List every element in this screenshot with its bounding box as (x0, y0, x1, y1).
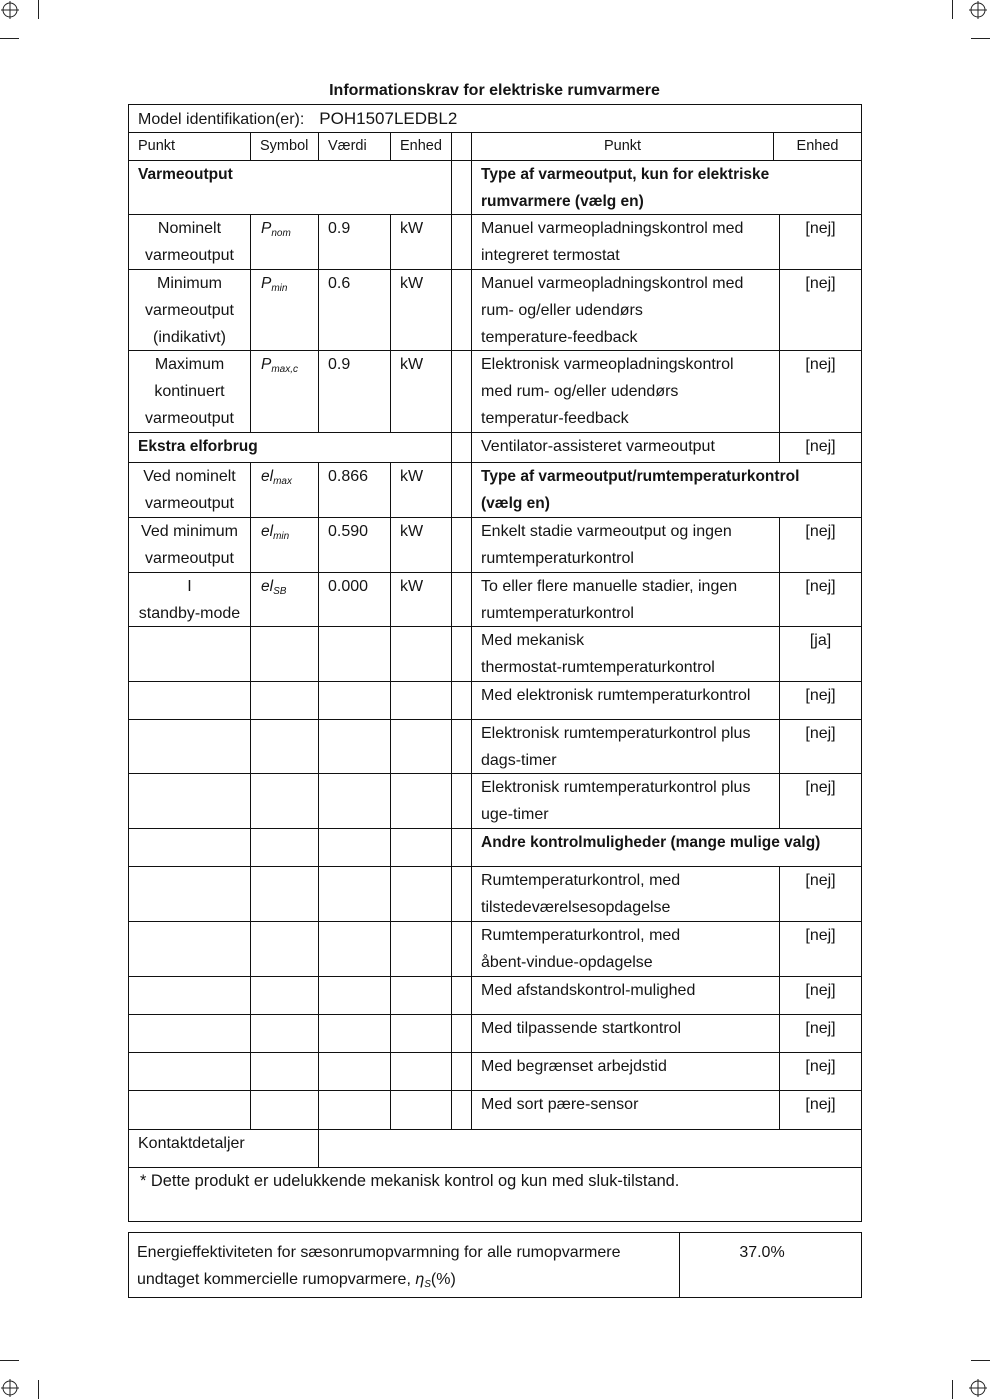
empty-cell (319, 774, 391, 829)
room-temp-option-label: Enkelt stadie varmeoutput og ingen rumtemperaturkontrol (472, 518, 780, 573)
crop-mark-bottom-left (0, 1361, 39, 1399)
room-temp-option-value: [nej] (780, 774, 862, 829)
divider-column-cell (452, 627, 472, 682)
empty-cell (319, 922, 391, 977)
divider-column-cell (452, 518, 472, 573)
empty-cell (129, 682, 251, 720)
section-heading-other-control: Andre kontrolmuligheder (mange mulige valg) (472, 829, 862, 867)
aux-consumption-item: I standby-mode (129, 573, 251, 627)
other-control-option-label: Med tilpassende startkontrol (472, 1015, 780, 1053)
symbol-base: P (261, 275, 272, 292)
other-control-option-value: [nej] (780, 977, 862, 1015)
symbol-subscript: min (273, 531, 290, 542)
divider-column-cell (452, 463, 472, 518)
aux-consumption-unit: kW (391, 463, 452, 518)
empty-cell (129, 867, 251, 922)
room-temp-option-value: [nej] (780, 573, 862, 627)
divider-column-cell (452, 133, 472, 161)
symbol-base: P (261, 356, 272, 373)
heat-output-value: 0.6 (319, 270, 391, 351)
heat-input-option-value: [nej] (780, 270, 862, 351)
empty-cell (391, 922, 452, 977)
aux-consumption-value: 0.590 (319, 518, 391, 573)
aux-consumption-item: Ved minimum varmeoutput (129, 518, 251, 573)
symbol-subscript: max (273, 476, 292, 487)
divider-column-cell (452, 573, 472, 627)
empty-cell (251, 829, 319, 867)
divider-column-cell (452, 1053, 472, 1091)
divider-column-cell (452, 682, 472, 720)
empty-cell (391, 867, 452, 922)
empty-cell (319, 977, 391, 1015)
room-temp-option-value: [ja] (780, 627, 862, 682)
other-control-option-value: [nej] (780, 867, 862, 922)
empty-cell (251, 1053, 319, 1091)
heat-output-unit: kW (391, 351, 452, 433)
heat-input-option-label: Elektronisk varmeopladningskontrol med rum- og/eller udendørs temperatur-feedback (472, 351, 780, 433)
empty-cell (251, 774, 319, 829)
seasonal-efficiency-value: 37.0% (739, 1244, 785, 1261)
aux-consumption-value: 0.000 (319, 573, 391, 627)
divider-column-cell (452, 215, 472, 270)
aux-consumption-unit: kW (391, 518, 452, 573)
heat-output-value: 0.9 (319, 351, 391, 433)
empty-cell (391, 627, 452, 682)
aux-consumption-symbol (251, 518, 319, 573)
empty-cell (391, 774, 452, 829)
symbol-base: el (261, 523, 274, 540)
crop-mark-bottom-right (953, 1361, 990, 1399)
divider-column-cell (452, 161, 472, 215)
heat-output-item: Minimum varmeoutput (indikativt) (129, 270, 251, 351)
empty-cell (129, 977, 251, 1015)
aux-consumption-item: Ved nominelt varmeoutput (129, 463, 251, 518)
model-identification-value: POH1507LEDBL2 (319, 109, 458, 128)
empty-cell (391, 977, 452, 1015)
room-temp-option-value: [nej] (780, 518, 862, 573)
heat-input-option-value: [nej] (780, 215, 862, 270)
empty-cell (129, 720, 251, 774)
symbol-base: el (261, 468, 274, 485)
model-identification-label: Model identifikation(er): (138, 111, 305, 128)
heat-output-symbol (251, 270, 319, 351)
aux-consumption-value: 0.866 (319, 463, 391, 518)
section-heading-heat-output: Varmeoutput (129, 161, 452, 215)
other-control-option-label: Rumtemperaturkontrol, med åbent-vindue-opdagelse (472, 922, 780, 977)
empty-cell (251, 720, 319, 774)
empty-cell (319, 1015, 391, 1053)
heat-output-unit: kW (391, 270, 452, 351)
empty-cell (251, 1015, 319, 1053)
empty-cell (391, 1053, 452, 1091)
eta-symbol: η (415, 1271, 425, 1288)
empty-cell (129, 1015, 251, 1053)
symbol-subscript: nom (271, 228, 291, 239)
other-control-option-value: [nej] (780, 1015, 862, 1053)
column-header-item: Punkt (129, 133, 251, 161)
divider-column-cell (452, 922, 472, 977)
heat-output-symbol (251, 351, 319, 433)
aux-consumption-unit: kW (391, 573, 452, 627)
heat-output-item: Maximum kontinuert varmeoutput (129, 351, 251, 433)
empty-cell (129, 1091, 251, 1130)
information-requirements-table (128, 104, 862, 1222)
empty-cell (129, 922, 251, 977)
aux-consumption-symbol (251, 573, 319, 627)
empty-cell (319, 867, 391, 922)
divider-column-cell (452, 720, 472, 774)
section-heading-aux-consumption: Ekstra elforbrug (129, 433, 452, 463)
empty-cell (391, 829, 452, 867)
heat-input-option-label: Manuel varmeopladningskontrol med rum- og/eller udendørs temperature-feedback (472, 270, 780, 351)
column-header-value: Værdi (319, 133, 391, 161)
contact-details-label: Kontaktdetaljer (129, 1130, 319, 1168)
empty-cell (129, 774, 251, 829)
other-control-option-label: Med afstandskontrol-mulighed (472, 977, 780, 1015)
room-temp-option-label: Elektronisk rumtemperaturkontrol plus uge-timer (472, 774, 780, 829)
empty-cell (319, 1091, 391, 1130)
empty-cell (319, 682, 391, 720)
crop-mark-top-right (953, 0, 990, 39)
product-note: * Dette produkt er udelukkende mekanisk kontrol og kun med sluk-tilstand. (129, 1168, 862, 1222)
room-temp-option-label: Elektronisk rumtemperaturkontrol plus dags-timer (472, 720, 780, 774)
heat-input-option-label: Ventilator-assisteret varmeoutput (472, 433, 780, 463)
symbol-base: P (261, 220, 272, 237)
other-control-option-label: Med sort pære-sensor (472, 1091, 780, 1130)
seasonal-efficiency-label (129, 1233, 680, 1297)
empty-cell (319, 829, 391, 867)
empty-cell (319, 1053, 391, 1091)
column-header-symbol: Symbol (251, 133, 319, 161)
empty-cell (251, 682, 319, 720)
heat-input-option-value: [nej] (780, 433, 862, 463)
crop-mark-top-left (0, 0, 39, 39)
room-temp-option-label: Med elektronisk rumtemperaturkontrol (472, 682, 780, 720)
seasonal-efficiency-text: Energieffektiviteten for sæsonrumopvarmning for alle rumopvarmere undtaget kommercielle rumopvarmere, (137, 1244, 621, 1288)
room-temp-option-label: To eller flere manuelle stadier, ingen rumtemperaturkontrol (472, 573, 780, 627)
divider-column-cell (452, 867, 472, 922)
symbol-subscript: max,c (271, 364, 299, 375)
empty-cell (391, 1015, 452, 1053)
empty-cell (251, 627, 319, 682)
empty-cell (129, 627, 251, 682)
divider-column-cell (452, 433, 472, 463)
heat-output-symbol (251, 215, 319, 270)
seasonal-efficiency-table (128, 1232, 862, 1298)
column-header-right-unit: Enhed (774, 133, 862, 161)
other-control-option-label: Rumtemperaturkontrol, med tilstedeværelsesopdagelse (472, 867, 780, 922)
empty-cell (129, 1053, 251, 1091)
divider-column-cell (452, 1015, 472, 1053)
empty-cell (319, 627, 391, 682)
model-identification-row (129, 105, 862, 133)
empty-cell (391, 1091, 452, 1130)
heat-output-item: Nominelt varmeoutput (129, 215, 251, 270)
heat-input-option-value: [nej] (780, 351, 862, 433)
divider-column-cell (452, 270, 472, 351)
column-header-unit: Enhed (391, 133, 452, 161)
other-control-option-value: [nej] (780, 1091, 862, 1130)
symbol-subscript: min (271, 283, 288, 294)
other-control-option-label: Med begrænset arbejdstid (472, 1053, 780, 1091)
heat-output-value: 0.9 (319, 215, 391, 270)
empty-cell (319, 720, 391, 774)
symbol-base: el (261, 578, 274, 595)
room-temp-option-value: [nej] (780, 720, 862, 774)
heat-output-unit: kW (391, 215, 452, 270)
section-heading-room-temp-control: Type af varmeoutput/rumtemperaturkontrol (vælg en) (472, 463, 862, 518)
empty-cell (391, 682, 452, 720)
column-header-right-item: Punkt (472, 133, 774, 161)
divider-column-cell (452, 1091, 472, 1130)
section-heading-heat-input-type: Type af varmeoutput, kun for elektriske rumvarmere (vælg en) (472, 161, 862, 215)
eta-subscript: S (424, 1279, 431, 1290)
empty-cell (251, 867, 319, 922)
empty-cell (129, 829, 251, 867)
room-temp-option-label: Med mekanisk thermostat-rumtemperaturkontrol (472, 627, 780, 682)
room-temp-option-value: [nej] (780, 682, 862, 720)
divider-column-cell (452, 774, 472, 829)
symbol-subscript: SB (273, 586, 287, 597)
empty-cell (251, 922, 319, 977)
empty-cell (251, 977, 319, 1015)
seasonal-efficiency-unit: (%) (430, 1271, 456, 1288)
contact-details-value (319, 1130, 862, 1168)
empty-cell (251, 1091, 319, 1130)
empty-cell (391, 720, 452, 774)
aux-consumption-symbol (251, 463, 319, 518)
document-title: Informationskrav for elektriske rumvarmere (329, 82, 660, 99)
other-control-option-value: [nej] (780, 922, 862, 977)
other-control-option-value: [nej] (780, 1053, 862, 1091)
divider-column-cell (452, 977, 472, 1015)
divider-column-cell (452, 829, 472, 867)
divider-column-cell (452, 351, 472, 433)
heat-input-option-label: Manuel varmeopladningskontrol med integreret termostat (472, 215, 780, 270)
